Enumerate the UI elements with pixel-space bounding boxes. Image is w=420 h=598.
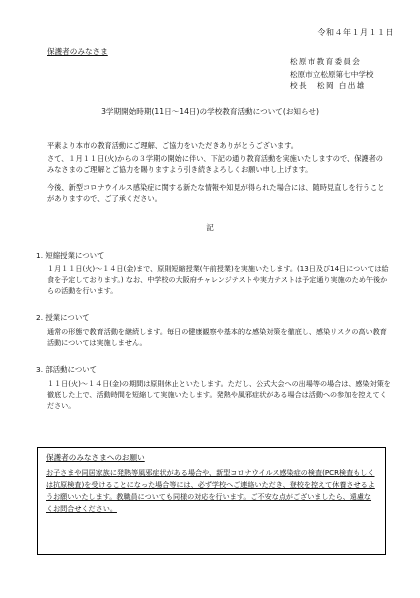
section-3-heading: 3. 部活動について: [36, 365, 97, 374]
sender-organization: 松原市教育委員会: [290, 57, 362, 66]
document-date: 令和４年１月１１日: [317, 28, 394, 37]
addressee: 保護者のみなさま: [47, 47, 108, 56]
section-2-body: 通常の形態で教育活動を継続します。毎日の健康観察や基本的な感染対策を徹底し、感染リスクの高い教育活動については実施しません。: [47, 327, 387, 347]
notice-box: [37, 447, 386, 555]
sender-school: 松原市立松原第七中学校: [290, 70, 374, 79]
document-subject: 3学期開始時期(11日〜14日)の学校教育活動について(お知らせ): [101, 107, 319, 116]
sender-principal: 校長 松岡 白出雄: [290, 81, 366, 90]
section-1-body: １月１１日(火)〜１４日(金)まで、原則短縮授業(午前授業)を実施いたします。(13日及び14日については給食を予定しております。) なお、中学校の大阪府チャレンジテストや実力テストは予定通り実施のため午後からの活動を行います。: [47, 264, 389, 295]
section-3-body: １１日(火)〜１４日(金)の期間は原則休止といたします。ただし、公式大会への出場等の場合は、感染対策を徹底した上で、活動時間を短縮して実施いたします。発熱や風邪症状がある場合は活動への参加を控えてください。: [47, 379, 391, 410]
section-2-heading: 2. 授業について: [36, 313, 90, 322]
notice-box-body: お子さまや同居家族に発熱等風邪症状がある場合や、新型コロナウイルス感染症の検査(PCR検査もしくは抗原検査)を受けることになった場合等には、必ず学校へご連絡いただき、登校を控えて休養させるようお願いいたします。教職員についても同様の対応を行います。ご不安な点がございましたら、遠慮なくお問合せください。: [46, 468, 375, 513]
section-1-heading: 1. 短縮授業について: [36, 251, 105, 260]
notice-box-title: 保護者のみなさまへのお願い: [46, 453, 145, 462]
ki-heading: 記: [206, 223, 214, 232]
intro-paragraph-3: 今後、新型コロナウイルス感染症に関する新たな情報や知見が得られた場合には、随時見直しを行うことがありますので、ご了承ください。: [47, 183, 385, 203]
intro-paragraph-1: 平素より本市の教育活動にご理解、ご協力をいただきありがとうございます。: [47, 141, 298, 150]
intro-paragraph-2: さて、１月１１日(火)からの３学期の開始に伴い、下記の通り教育活動を実施いたしますので、保護者のみなさまのご理解とご協力を賜りますよう引き続きよろしくお願い申し上げます。: [47, 154, 383, 174]
